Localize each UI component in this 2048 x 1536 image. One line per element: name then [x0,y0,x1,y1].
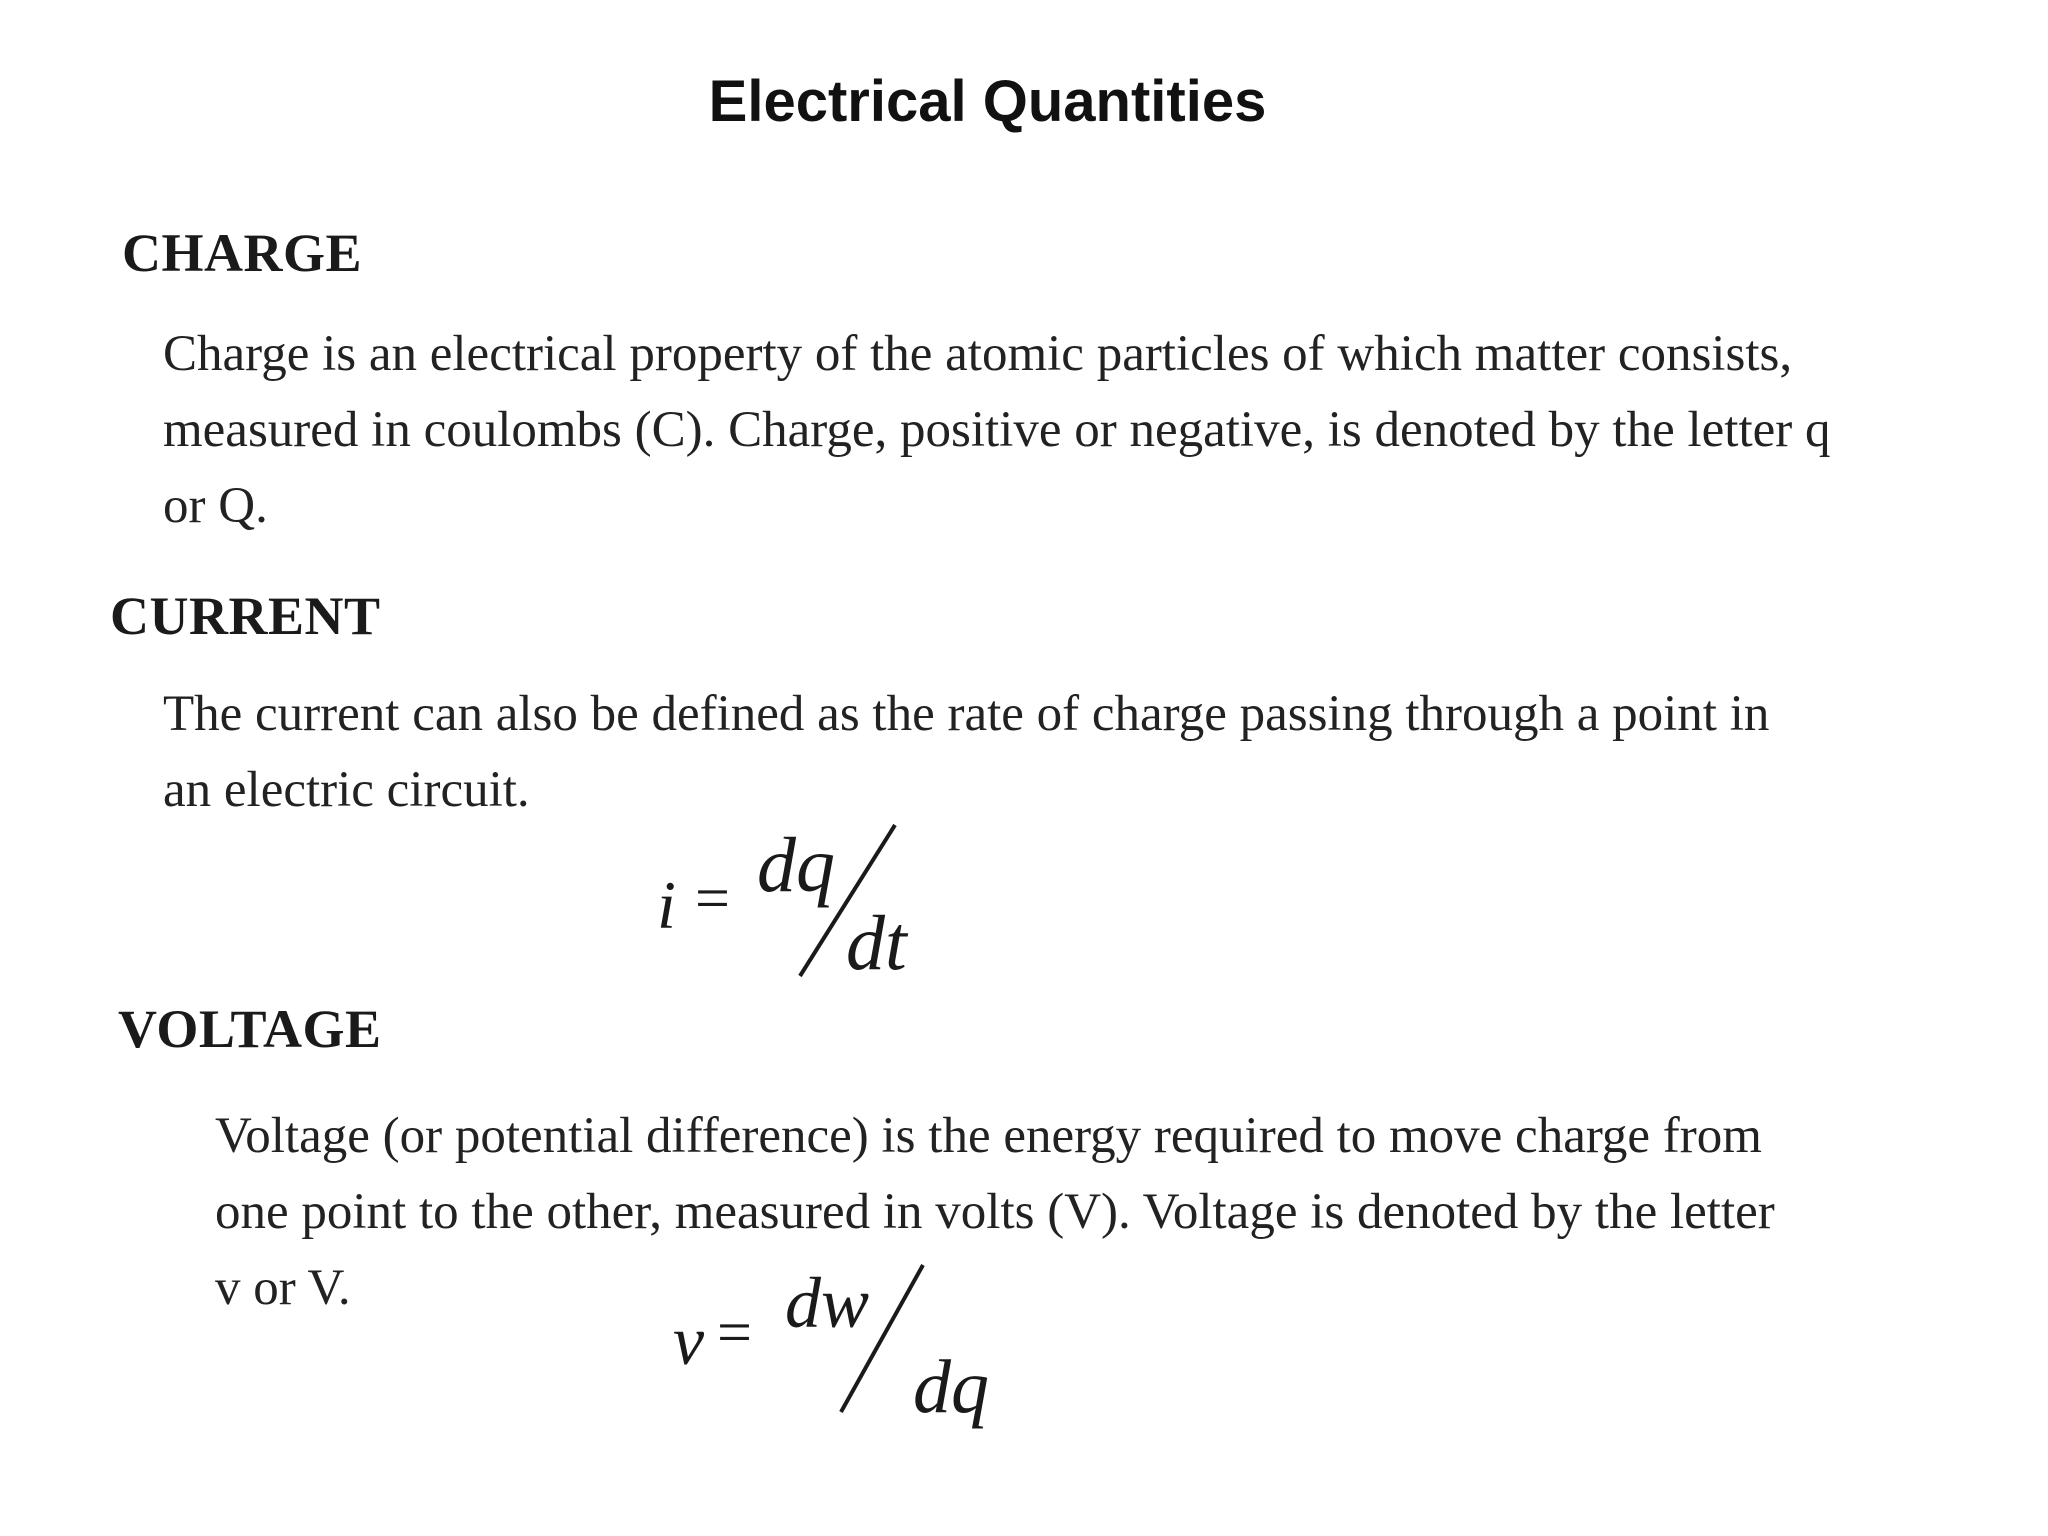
paragraph-current [163,676,1769,828]
page-title: Electrical Quantities [708,69,1267,134]
equation-current [655,820,915,986]
section-heading-voltage: VOLTAGE [118,999,382,1059]
equation-numerator: dq [757,821,835,908]
equation-denominator: dq [913,1345,989,1429]
equation-equals: = [717,1299,752,1367]
paragraph-line: Charge is an electrical property of the atomic particles of which matter consists, [163,326,1793,382]
paragraph-line: an electric circuit. [163,762,530,818]
equation-numerator: dw [785,1263,870,1343]
equation-voltage [673,1262,993,1442]
equation-denominator: dt [846,899,907,986]
paragraph-line: measured in coulombs (C). Charge, positive or negative, is denoted by the letter q [163,402,1831,458]
equation-equals: = [695,865,730,933]
paragraph-line: one point to the other, measured in volts (V). Voltage is denoted by the letter [215,1184,1775,1240]
paragraph-voltage [215,1098,1775,1326]
paragraph-line: v or V. [215,1260,351,1316]
section-heading-charge: CHARGE [122,223,363,283]
paragraph-line: or Q. [163,478,268,534]
paragraph-line: The current can also be defined as the rate of charge passing through a point in [163,686,1770,742]
equation-lhs: i [657,867,676,943]
equation-lhs: v [673,1303,705,1380]
paragraph-line: Voltage (or potential difference) is the energy required to move charge from [215,1108,1762,1164]
section-heading-current: CURRENT [110,586,381,646]
paragraph-charge [163,316,1831,544]
